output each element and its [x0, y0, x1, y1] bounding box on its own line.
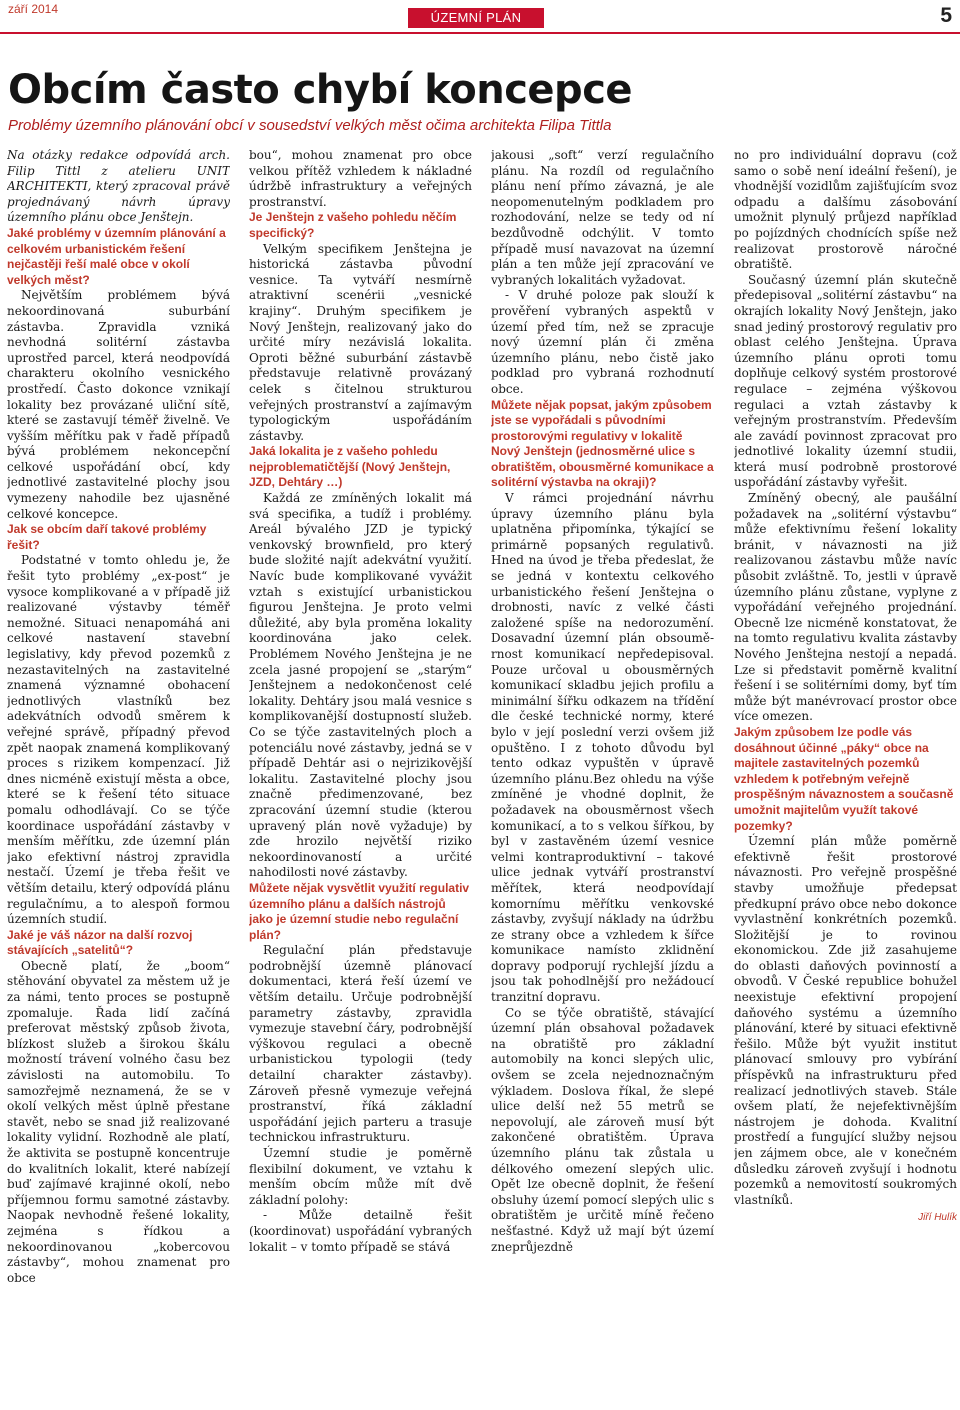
- article-author: Jiří Hulík: [918, 1212, 957, 1224]
- body-paragraph: Velkým specifikem Jenštejna je historická zástavba původní vesnice. Ta vytváří nesmírně atraktivní scenérii „vesnické krajiny“. Druhým specifikem je Nový Jenštejn, realizovaný jako do určité míry nezávislá lokalita. Oproti běžné suburbání zástavbě představuje relativně provázaný celek s čitelnou strukturou veřejných prostranství a zajímavým typologickým uspořádáním zástavby.: [249, 241, 472, 443]
- body-paragraph: Územní plán může poměrně efektivně řešit prostorové návaznosti. Pro veřejně prospěšné stavby umožňuje předepsat předkupní právo obce nebo dokonce vyvlastnění konkrétních pozemků. Složitější je to rovinou ekonomickou. Zde již zasahujeme do oblasti daňových povinností a obvodů. V České republice bohužel neexistuje efektivní propojení daňového systému a územního plánování, které by situaci efektivně řešilo. Může být využit institut plánovací smlouvy pro vybírání příspěvků na infrastrukturu před realizací jednotlivých staveb. Stále ovšem platí, že nejefektivnějším nástrojem je dohoda. Kvalitní prostředí a fungující služby nejsou jen zájmem obce, ale v konečném důsledku zároveň zvyšují i hodnotu pozemků a nemovitostí soukromých vlastníků.: [734, 834, 957, 1207]
- body-paragraph: Územní studie je poměrně flexibilní dokument, ve vztahu k menším obcím může mít dvě základní polohy:: [249, 1146, 472, 1207]
- body-paragraph: Největším problémem bývá nekoordinovaná suburbání zástavba. Zpravidla vzniká nevhodná solitérní zástavba uprostřed parcel, která neodpovídá charakteru okolního vesnického prostředí. Často dokonce vznikají lokality bez provázané uliční sítě, které se zastavují téměř živelně. Ve vyšším měřítku pak v řadě případů bývá problémem nekoncepční celkové uspořádání obcí, kdy jednotlivé zastavitelné plochy jsou vymezeny nahodile bez ujasněné celkové koncepce.: [7, 288, 230, 521]
- body-paragraph-continued: jakousi „soft“ verzí regulačního plánu. Na rozdíl od regulačního plánu není přímo závazná, je ale neopomenutelným podkladem pro rozhodování, nelze se tedy od ní bezdůvodně odchýlit. V tomto případě musí navazovat na územní plán a ten může její zpracování ve vybraných lokalitách vyžadovat.: [491, 148, 714, 287]
- body-paragraph: Současný územní plán skutečně předepisoval „solitérní zástavbu“ na okrajích lokality Nový Jenštejn, jako snad jediný prostorový regulativ pro oblast celého Jenštejna. Úprava územního plánu oproti tomu doplňuje celkový systém prostorové regulace – zejména výškovou regulaci a vztah zástavby k veřejným prostranstvím. Především ale zavádí povinnost zpracovat pro jednotlivé lokality územní studii, která musí podrobně prostorové uspořádání zástavby vyřešit.: [734, 272, 957, 490]
- article-column-3: [491, 148, 714, 1406]
- interview-question: Jaké je váš názor na další rozvoj stávajících „satelitů“?: [7, 927, 193, 958]
- body-paragraph: Každá ze zmíněných lokalit má svá specifika, a tudíž i problémy. Areál bývalého JZD je typický venkovský brownfield, pro který bude složité najít adekvátní využití. Navíc bude komplikované vyvážit vztah s existující urbanistickou figurou Jenštejna. Je proto velmi důležité, aby byla proměna lokality koordinována jako celek. Problémem Nového Jenštejna je ne zcela jasné propojení se „starým“ Jenštejnem a nedokončenost celé lokality. Dehtáry jsou malá vesnice s komplikovanější dostupností služeb. Co se týče zastavitelných ploch a potenciálu nové zástavby, jedná se v případě Dehtár asi o nejrizikovější lokalitu. Zastavitelné plochy jsou značně předimenzované, bez zpracování územní studie (kterou upravený plán nově vyžaduje) by zde hrozilo největší riziko nekoordinovaností a určité nahodilosti nové zástavby.: [249, 491, 472, 880]
- interview-question: Můžete nějak popsat, jakým způsobem jste se vypořádali s původními prostorovými regulativy v lokalitě Nový Jenštejn (jednosměrné ulice s obratištěm, obousměrné komunikace a solitérní výstavba na okraji)?: [491, 397, 714, 490]
- page-header: [0, 0, 960, 34]
- header-rule: [0, 32, 960, 34]
- body-paragraph: Regulační plán představuje podrobnější územně plánovací dokumentaci, která řeší území ve větším detailu. Určuje podrobnější parametry zástavby, zpravidla vymezuje stavební čáry, podrobnější výškovou regulaci a obecně urbanistickou typologii (tedy detailní charakter zástavby). Zároveň přesně vymezuje veřejná prostranství, říká základní uspořádání jejich parteru a trasuje technickou infrastrukturu.: [249, 943, 472, 1145]
- body-paragraph-continued: bou“, mohou znamenat pro obce velkou přítěž vzhledem k nákladné údržbě infrastruktury a veřejných prostranství.: [249, 148, 472, 209]
- body-paragraph: Co se týče obratiště, stávající územní plán obsahoval požadavek na obratiště pro základní automobily na konci slepých ulic, ovšem se zcela nejednoznačným výkladem. Doslova říkal, že slepé ulice delší než 55 metrů se nepovolují, ale zároveň musí být zakončené obratištěm. Úprava územního plánu tak zůstala u délkového omezení slepých ulic. Opět lze obecně doplnit, že řešení obsluhy území pomocí slepých ulic s obratištěm je určitě míně řečeno nešťastné. Když už mají být území zneprůjezdně: [491, 1005, 714, 1254]
- body-paragraph: Zmíněný obecný, ale paušální požadavek na „solitérní výstavbu“ může efektivnímu řešení lokality bránit, v návaznosti na již realizovanou zástavbu může navíc působit zvláštně. To, jestli v úpravě územního plánu zůstane, vyplyne z vypořádání veřejného projednání. Obecně lze nicméně konstatovat, že na tomto regulativu kvalita zástavby Nového Jenštejna nestojí a nepadá. Lze si představit poměrně kvalitní řešení i se solitérními domy, byť tím může být manévrovací prostor obce více omezen.: [734, 491, 957, 724]
- article-column-2: [249, 148, 472, 1406]
- body-paragraph: Obecně platí, že „boom“ stěhování obyvatel za městem už je za námi, tento proces se postupně zpomaluje. Řada lidí začíná preferovat městský způsob života, blízkost služeb a širokou škálu možností trávení volného času bez závislosti na automobilu. To samozřejmě neznamená, že se v okolí velkých měst úplně přestane stavět, nebo se snad již realizované lokality vylidní. Rozhodně ale platí, že aktivita se postupně koncentruje do kvalitních lokalit, které nabízejí buď zajímavé krajinné okolí, nebo příjemnou formu samotné zástavby. Naopak nevhodně řešené lokality, zejména s řídkou a nekoordinovanou „kobercovou zástavby“, mohou znamenat pro obce: [7, 958, 230, 1285]
- body-paragraph: V rámci projednání návrhu úpravy územního plánu byla uplatněna připomínka, týkající se primárně popsaných regulativů. Hned na úvod je třeba předeslat, že se jedná v kontextu celkového urbanistického řešení Jenštejna o drobnosti, navíc z velké části založené spíše na nedorozumění. Dosavadní územní plán obsouměrnost komunikací nepředepisoval. Pouze určoval u obousměrných komunikací skladbu jejich profilu a minimální šířku odkazem na třídění dle české technické normy, které bylo v její poslední verzi ovšem již opuštěno. I z tohoto důvodu byl tento odkaz vypuštěn v úpravě územního plánu.Bez ohledu na výše zmíněné je vhodné doplnit, že požadavek na obousměrnost všech komunikací, a to s velkou šířkou, by byl v zastavěném území vesnice velmi kontraproduktivní – takové ulice jednak vytváří prostranství měřítek, která neodpovídají komornímu měřítku venkovské zástavby, zvyšují náklady na údržbu ze strany obce a vzhledem k šířce komunikace namísto zklidnění dopravy podporují rychlejší jízdu a jsou tak pohodlnější pro nežádoucí tranzitní dopravu.: [491, 491, 714, 1005]
- section-tag: ÚZEMNÍ PLÁN: [408, 8, 544, 28]
- article-column-4: [734, 148, 957, 1406]
- interview-question: Je Jenštejn z vašeho pohledu něčím specifický?: [249, 210, 457, 240]
- body-paragraph: - V druhé poloze pak slouží k prověření vybraných aspektů v území před tím, než se zpracuje nový územní plán či změna územního plánu, nebo čistě jako podklad pro vybraná rozhodnutí obce.: [491, 288, 714, 396]
- body-paragraph: - Může detailně řešit (koordinovat) uspořádání vybraných lokalit – v tomto případě se stává: [249, 1208, 472, 1254]
- article-subtitle: Problémy územního plánování obcí v sousedství velkých měst očima architekta Filipa Tittla: [8, 117, 612, 134]
- interview-question: Jaké problémy v územním plánování a celkovém urbanistickém řešení nejčastěji řeší malé obce v okolí velkých měst?: [7, 225, 226, 287]
- body-paragraph-continued: no pro individuální dopravu (což samo o sobě není ideální řešení), je vhodnější vozidlům zajišťujícím svoz odpadu a dalšímu zásobování umožnit plynulý průjezd například po pojízdných chodnících spíše než realizovat prostorově náročné obratiště.: [734, 148, 957, 272]
- article-title: Obcím často chybí koncepce: [8, 67, 633, 113]
- interview-question: Jak se obcím daří takové problémy řešit?: [7, 522, 207, 552]
- body-paragraph: Podstatné v tomto ohledu je, že řešit tyto problémy „ex-post“ je vysoce komplikované a v případě již realizované výstavby téměř nemožné. Situaci nenapomáhá ani celkové nastavení stavební legislativy, kdy převod pozemků z nezastavitelných na zastavitelné znamená významné obohacení jednotlivých vlastníků bez adekvátních odvodů směrem k veřejné správě, případný převod zpět naopak znamená komplikovaný proces s rizikem kompenzací. Již dnes nicméně existují města a obce, které se k řešení této situace pomalu odhodlávají. Co se týče koordinace uspořádání zástavby v menším měřítku, zde územní plán jako efektivní nástroj zpravidla nestačí. Území je třeba řešit ve větším detailu, který odpovídá plánu regulačnímu, a to alespoň formou územních studií.: [7, 553, 230, 927]
- interview-question: Jakým způsobem lze podle vás dosáhnout účinné „páky“ obce na majitele zastavitelných pozemků vzhledem k potřebným veřejně prospěšným návaznostem a současně umožnit majitelům využít takové pozemky?: [734, 724, 954, 833]
- page-number: 5: [940, 4, 952, 27]
- article-column-1: [7, 148, 230, 1406]
- article-intro: Na otázky redakce odpovídá arch. Filip Tittl z atelieru UNIT ARCHITEKTI, který zpracoval právě projednávaný návrh úpravy územního plánu obce Jenštejn.: [7, 148, 230, 225]
- issue-date: září 2014: [8, 2, 59, 16]
- interview-question: Jaká lokalita je z vašeho pohledu nejproblematičtější (Nový Jenštejn, JZD, Dehtáry …): [249, 444, 451, 490]
- interview-question: Můžete nějak vysvětlit využití regulativ územního plánu a dalších nástrojů jako je územní studie nebo regulační plán?: [249, 880, 470, 942]
